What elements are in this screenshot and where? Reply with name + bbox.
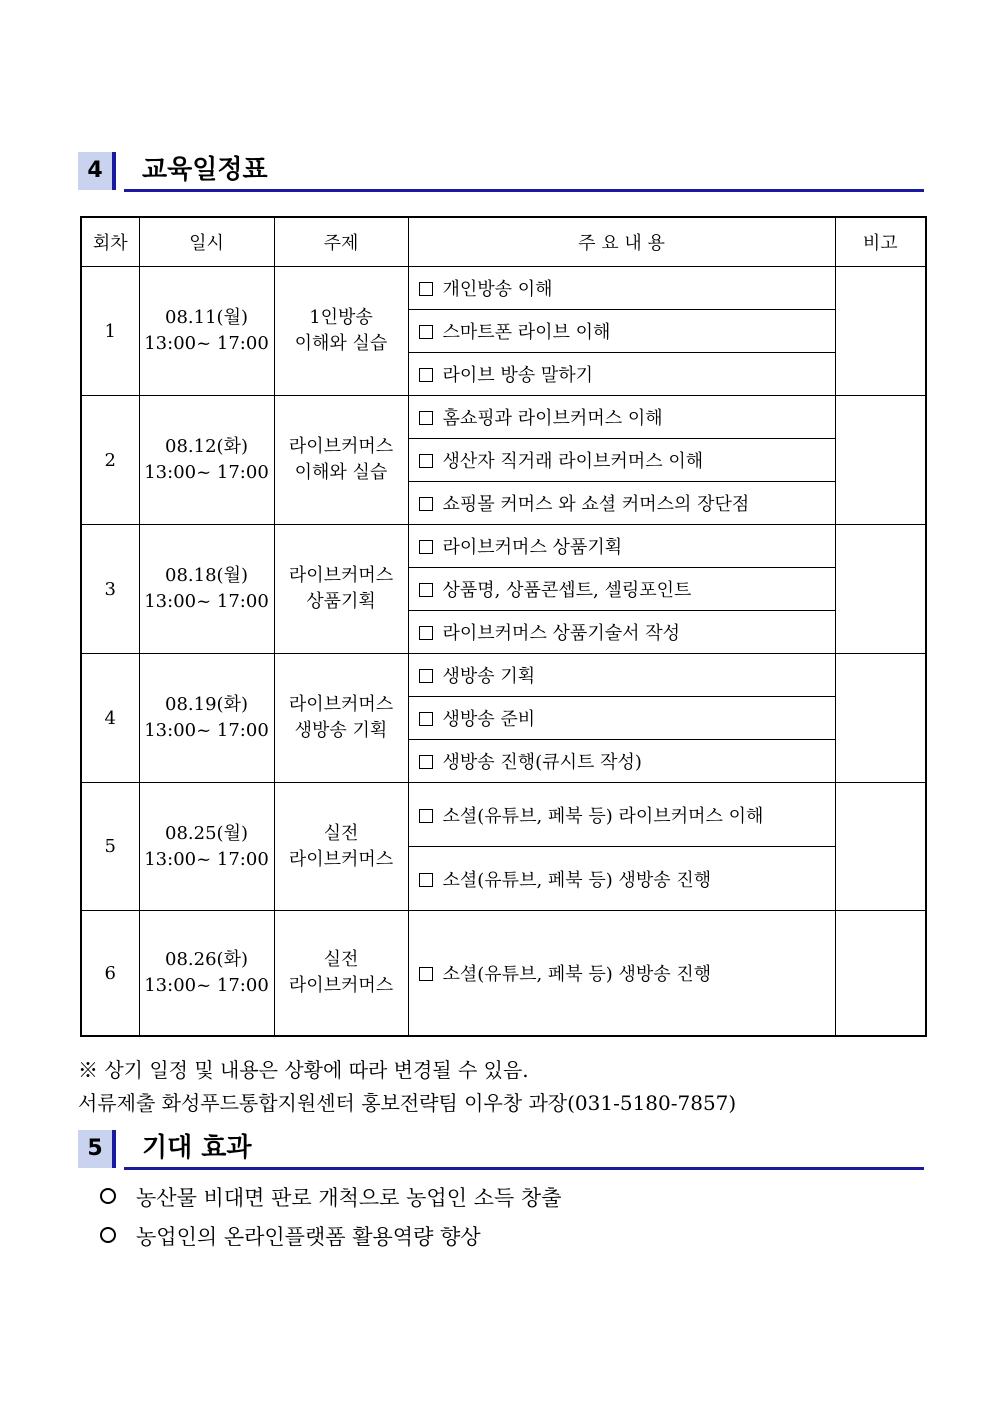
- session-topic: [274, 396, 408, 525]
- session-number: 2: [81, 396, 139, 525]
- session-time: 13:00~ 17:00: [144, 720, 269, 741]
- topic-line-1: 1인방송: [309, 307, 373, 328]
- section-number: 5: [78, 1130, 116, 1168]
- topic-line-2: 라이브커머스: [288, 975, 394, 996]
- content-item: 쇼핑몰 커머스 와 쇼셜 커머스의 장단점: [408, 482, 835, 525]
- content-item: 소셜(유튜브, 페북 등) 생방송 진행: [408, 847, 835, 911]
- content-item: 소셜(유튜브, 페북 등) 생방송 진행: [408, 911, 835, 1037]
- header-remarks: 비고: [835, 217, 926, 267]
- session-date: 08.25(월): [165, 822, 248, 844]
- remarks-cell: [835, 783, 926, 911]
- remarks-cell: [835, 525, 926, 654]
- remarks-cell: [835, 654, 926, 783]
- session-topic: [274, 267, 408, 396]
- section-divider: [124, 189, 924, 192]
- section-divider: [124, 1167, 924, 1170]
- session-number: 3: [81, 525, 139, 654]
- section-5-header: [78, 1130, 924, 1170]
- schedule-table: [80, 216, 927, 1037]
- remarks-cell: [835, 911, 926, 1037]
- session-datetime: [139, 396, 274, 525]
- session-time: 13:00~ 17:00: [144, 333, 269, 354]
- session-datetime: [139, 911, 274, 1037]
- content-item: 라이브커머스 상품기획: [408, 525, 835, 568]
- checkbox-icon: [419, 626, 433, 640]
- topic-line-2: 이해와 실습: [294, 462, 388, 483]
- session-datetime: [139, 654, 274, 783]
- topic-line-1: 실전: [323, 822, 359, 844]
- session-number: 4: [81, 654, 139, 783]
- checkbox-icon: [419, 368, 433, 382]
- table-row: [81, 525, 926, 568]
- checkbox-icon: [419, 967, 433, 981]
- header-content: 주 요 내 용: [408, 217, 835, 267]
- effect-item: 농업인의 온라인플랫폼 활용역량 향상: [100, 1222, 481, 1252]
- topic-line-1: 라이브커머스: [288, 565, 394, 586]
- effect-item: 농산물 비대면 판로 개척으로 농업인 소득 창출: [100, 1183, 561, 1213]
- session-time: 13:00~ 17:00: [144, 591, 269, 612]
- session-time: 13:00~ 17:00: [144, 975, 269, 996]
- session-time: 13:00~ 17:00: [144, 848, 269, 870]
- checkbox-icon: [419, 873, 433, 887]
- topic-line-2: 생방송 기획: [294, 720, 388, 741]
- topic-line-1: 라이브커머스: [288, 436, 394, 457]
- session-datetime: [139, 267, 274, 396]
- topic-line-1: 라이브커머스: [288, 694, 394, 715]
- header-topic: 주제: [274, 217, 408, 267]
- content-item: 상품명, 상품콘셉트, 셀링포인트: [408, 568, 835, 611]
- checkbox-icon: [419, 583, 433, 597]
- session-topic: [274, 783, 408, 911]
- table-row: [81, 911, 926, 1037]
- content-item: 생산자 직거래 라이브커머스 이해: [408, 439, 835, 482]
- topic-line-2: 라이브커머스: [288, 848, 394, 870]
- section-title: 기대 효과: [142, 1133, 252, 1163]
- session-topic: [274, 911, 408, 1037]
- remarks-cell: [835, 396, 926, 525]
- checkbox-icon: [419, 712, 433, 726]
- topic-line-1: 실전: [323, 949, 359, 970]
- section-4-header: [78, 152, 924, 192]
- session-date: 08.26(화): [165, 949, 248, 970]
- checkbox-icon: [419, 411, 433, 425]
- schedule-change-note: ※ 상기 일정 및 내용은 상황에 따라 변경될 수 있음.: [78, 1058, 529, 1082]
- session-datetime: [139, 783, 274, 911]
- session-number: 6: [81, 911, 139, 1037]
- checkbox-icon: [419, 282, 433, 296]
- topic-line-2: 상품기획: [306, 591, 376, 612]
- content-item: 생방송 기획: [408, 654, 835, 697]
- content-item: 라이브 방송 말하기: [408, 353, 835, 396]
- contact-note: 서류제출 화성푸드통합지원센터 홍보전략팀 이우창 과장(031-5180-7857): [78, 1091, 737, 1115]
- checkbox-icon: [419, 325, 433, 339]
- content-item: 홈쇼핑과 라이브커머스 이해: [408, 396, 835, 439]
- checkbox-icon: [419, 809, 433, 823]
- content-item: 개인방송 이해: [408, 267, 835, 310]
- session-time: 13:00~ 17:00: [144, 462, 269, 483]
- circle-bullet-icon: [100, 1227, 116, 1243]
- content-item: 생방송 진행(큐시트 작성): [408, 740, 835, 783]
- table-row: [81, 654, 926, 697]
- header-session: 회차: [81, 217, 139, 267]
- checkbox-icon: [419, 497, 433, 511]
- table-header-row: [81, 217, 926, 267]
- session-topic: [274, 525, 408, 654]
- content-item: 소셜(유튜브, 페북 등) 라이브커머스 이해: [408, 783, 835, 847]
- content-item: 스마트폰 라이브 이해: [408, 310, 835, 353]
- session-date: 08.12(화): [165, 436, 248, 457]
- circle-bullet-icon: [100, 1188, 116, 1204]
- content-item: 라이브커머스 상품기술서 작성: [408, 611, 835, 654]
- table-row: [81, 396, 926, 439]
- section-number: 4: [78, 152, 116, 190]
- table-row: [81, 783, 926, 847]
- session-number: 1: [81, 267, 139, 396]
- header-datetime: 일시: [139, 217, 274, 267]
- checkbox-icon: [419, 454, 433, 468]
- checkbox-icon: [419, 669, 433, 683]
- content-item: 생방송 준비: [408, 697, 835, 740]
- session-number: 5: [81, 783, 139, 911]
- session-datetime: [139, 525, 274, 654]
- topic-line-2: 이해와 실습: [294, 333, 388, 354]
- checkbox-icon: [419, 755, 433, 769]
- table-row: [81, 267, 926, 310]
- section-title: 교육일정표: [142, 155, 268, 185]
- session-date: 08.18(월): [165, 565, 248, 586]
- session-date: 08.11(월): [165, 307, 248, 328]
- session-topic: [274, 654, 408, 783]
- remarks-cell: [835, 267, 926, 396]
- checkbox-icon: [419, 540, 433, 554]
- session-date: 08.19(화): [165, 694, 248, 715]
